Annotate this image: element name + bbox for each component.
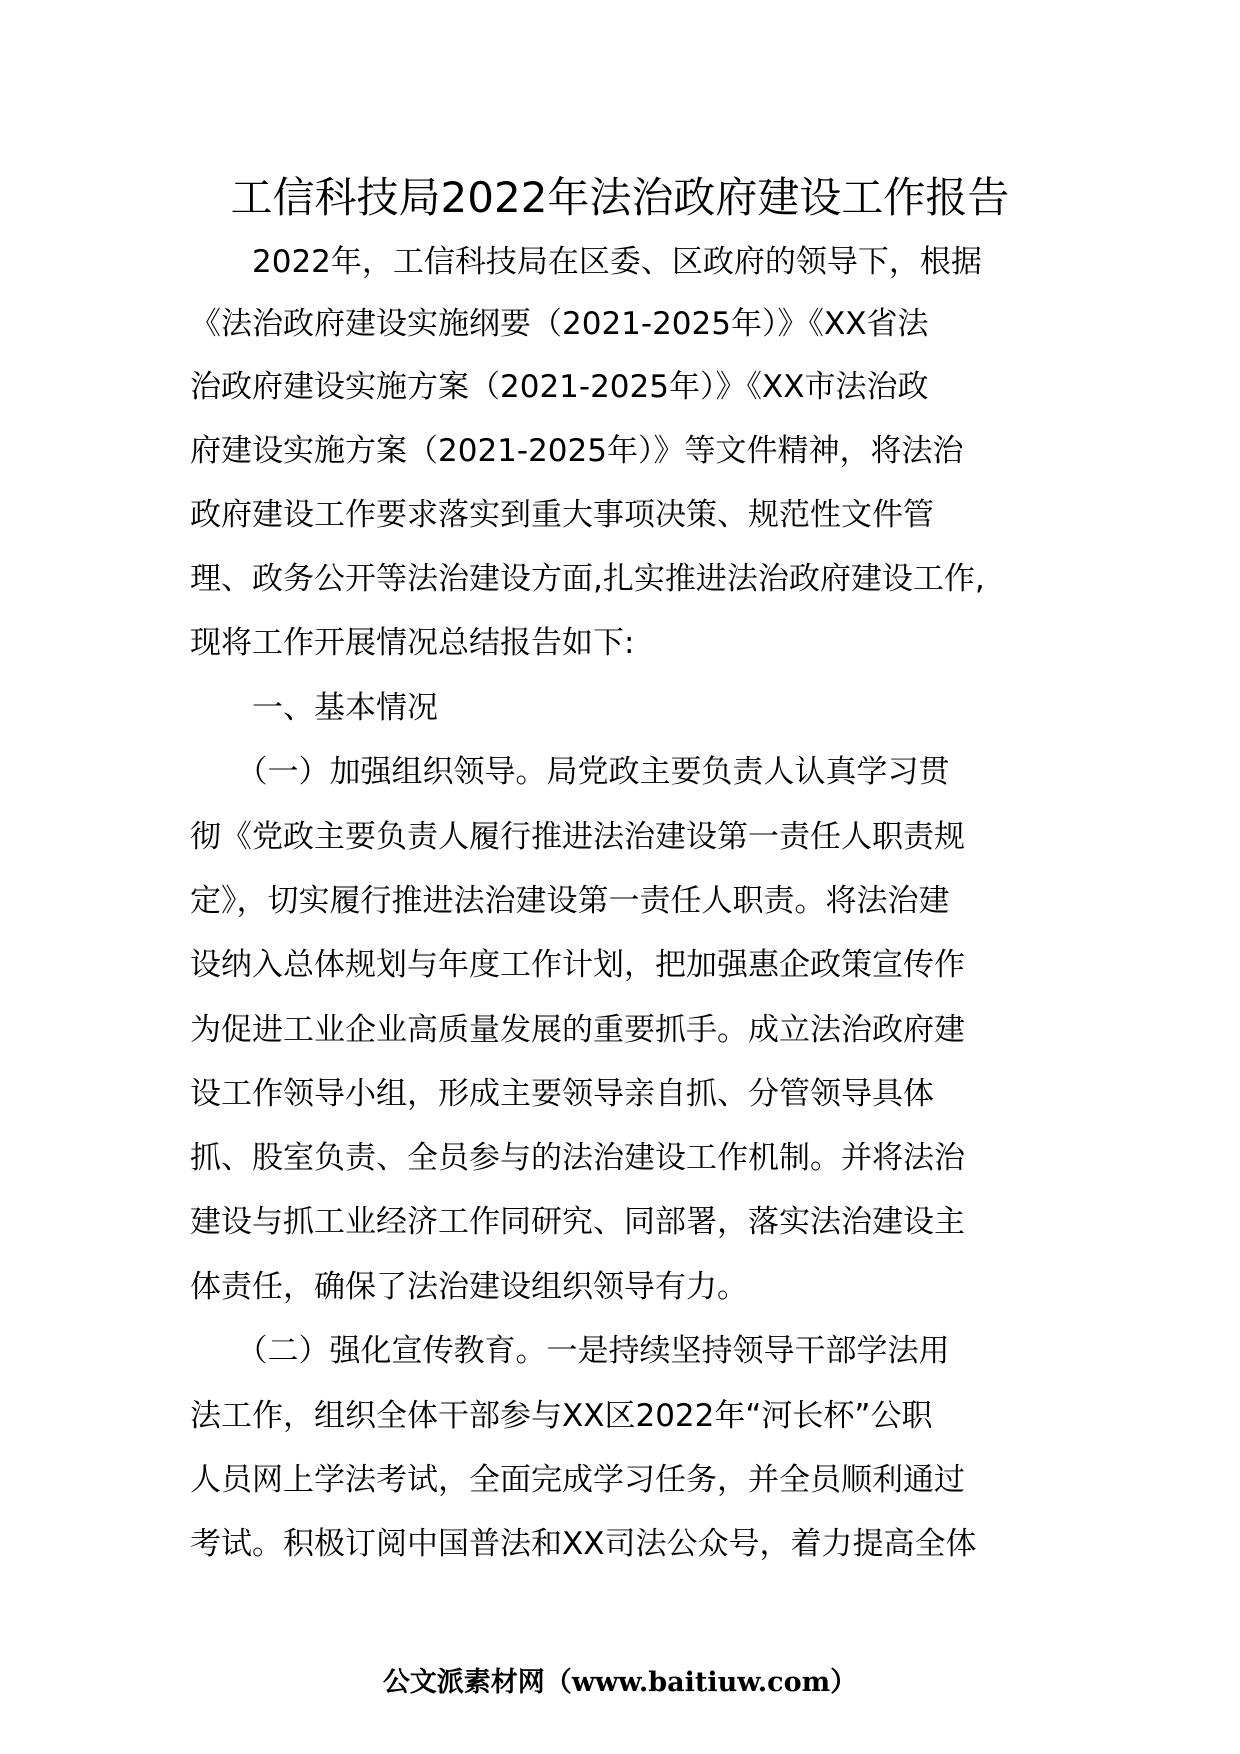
footer-watermark: 公文派素材网（www.baitiuw.com） <box>382 1667 858 1698</box>
body-line: 《法治政府建设实施纲要（2021-2025年）》《XX省法 <box>190 306 929 342</box>
body-line: （二）强化宣传教育。一是持续坚持领导干部学法用 <box>190 1333 950 1369</box>
body-line: 人员网上学法考试，全面完成学习任务，并全员顺利通过 <box>190 1462 965 1498</box>
body-line: 抓、股室负责、全员参与的法治建设工作机制。并将法治 <box>190 1140 965 1176</box>
body-line: 理、政务公开等法治建设方面,扎实推进法治政府建设工作, <box>190 561 985 597</box>
body-line: 建设与抓工业经济工作同研究、同部署，落实法治建设主 <box>190 1204 965 1240</box>
body-line: （一）加强组织领导。局党政主要负责人认真学习贯 <box>190 754 950 790</box>
body-line: 为促进工业企业高质量发展的重要抓手。成立法治政府建 <box>190 1012 965 1048</box>
body-line: 彻《党政主要负责人履行推进法治建设第一责任人职责规 <box>190 819 965 855</box>
body-line: 设纳入总体规划与年度工作计划，把加强惠企政策宣传作 <box>190 947 965 983</box>
body-line: 现将工作开展情况总结报告如下: <box>190 625 635 661</box>
document-title: 工信科技局2022年法治政府建设工作报告 <box>230 173 1010 222</box>
body-line: 政府建设工作要求落实到重大事项决策、规范性文件管 <box>190 497 934 533</box>
body-line: 府建设实施方案（2021-2025年）》等文件精神，将法治 <box>190 433 964 469</box>
body-line: 治政府建设实施方案（2021-2025年）》《XX市法治政 <box>190 369 929 405</box>
body-line: 2022年，工信科技局在区委、区政府的领导下，根据 <box>190 244 982 280</box>
section-heading: 一、基本情况 <box>190 690 438 726</box>
body-line: 法工作，组织全体干部参与XX区2022年“河长杯”公职 <box>190 1398 933 1434</box>
body-line: 考试。积极订阅中国普法和XX司法公众号，着力提高全体 <box>190 1526 977 1562</box>
body-line: 定》，切实履行推进法治建设第一责任人职责。将法治建 <box>190 883 950 919</box>
body-line: 体责任，确保了法治建设组织领导有力。 <box>190 1269 748 1305</box>
body-line: 设工作领导小组，形成主要领导亲自抓、分管领导具体 <box>190 1076 934 1112</box>
